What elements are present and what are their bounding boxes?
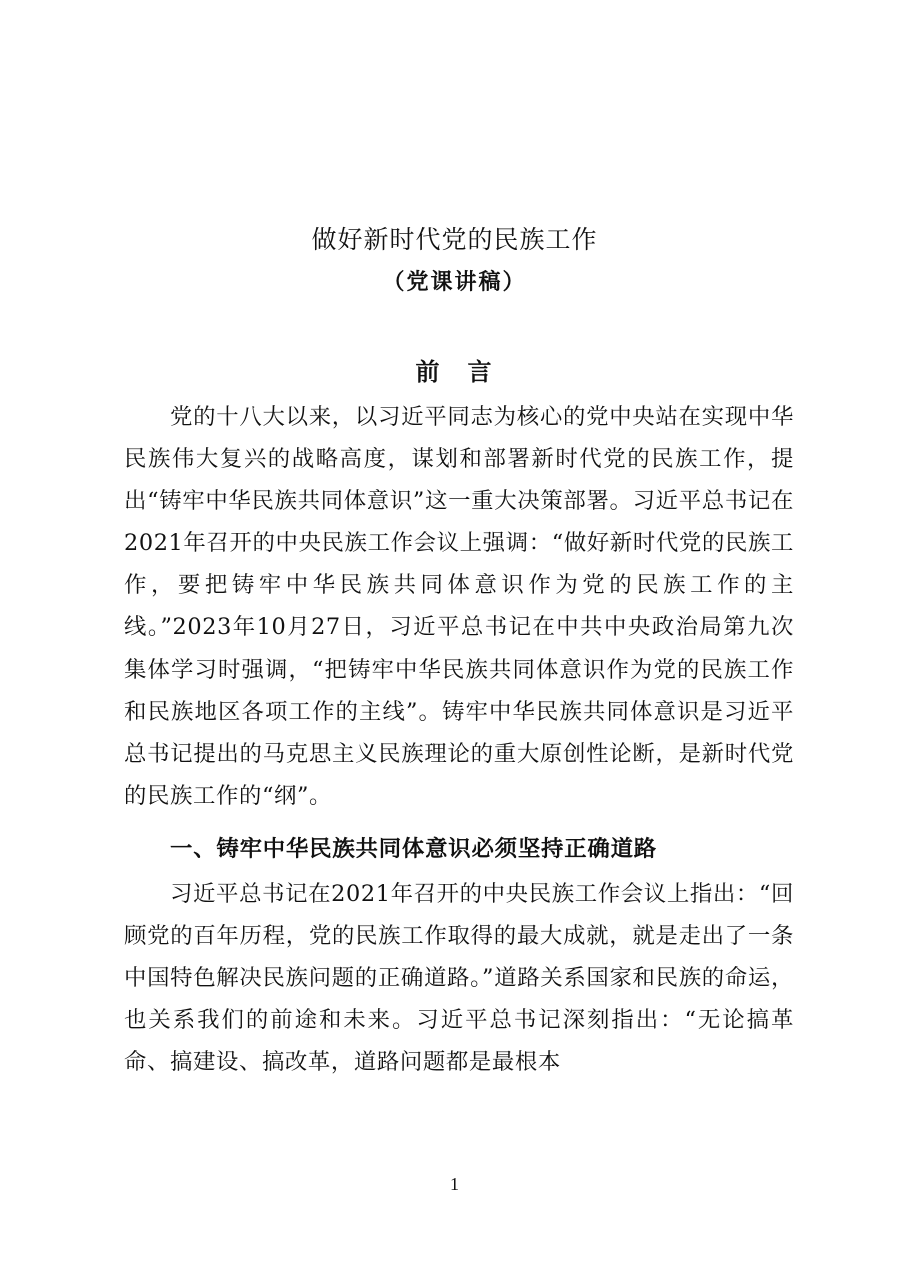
preface-heading: 前 言	[415, 358, 494, 386]
section-1-heading: 一、铸牢中华民族共同体意识必须坚持正确道路	[170, 836, 658, 862]
page-number: 1	[450, 1174, 459, 1194]
document-subtitle: （党课讲稿）	[382, 270, 527, 295]
document-title: 做好新时代党的民族工作	[311, 225, 598, 254]
preface-paragraph: 党的十八大以来，以习近平同志为核心的党中央站在实现中华民族伟大复兴的战略高度，谋划和部署新时代党的民族工作，提出“铸牢中华民族共同体意识”这一重大决策部署。习近平总书记在2021年召开的中央民族工作会议上强调：“做好新时代党的民族工作，要把铸牢中华民族共同体意识作为党的民族工作的主线。”2023年10月27日，习近平总书记在中共中央政治局第九次集体学习时强调，“把铸牢中华民族共同体意识作为党的民族工作和民族地区各项工作的主线”。铸牢中华民族共同体意识是习近平总书记提出的马克思主义民族理论的重大原创性论断，是新时代党的民族工作的“纲”。	[124, 404, 794, 809]
section-1-paragraph: 习近平总书记在2021年召开的中央民族工作会议上指出：“回顾党的百年历程，党的民族工作取得的最大成就，就是走出了一条中国特色解决民族问题的正确道路。”道路关系国家和民族的命运，也关系我们的前途和未来。习近平总书记深刻指出：“无论搞革命、搞建设、搞改革，道路问题都是最根本	[124, 881, 794, 1076]
